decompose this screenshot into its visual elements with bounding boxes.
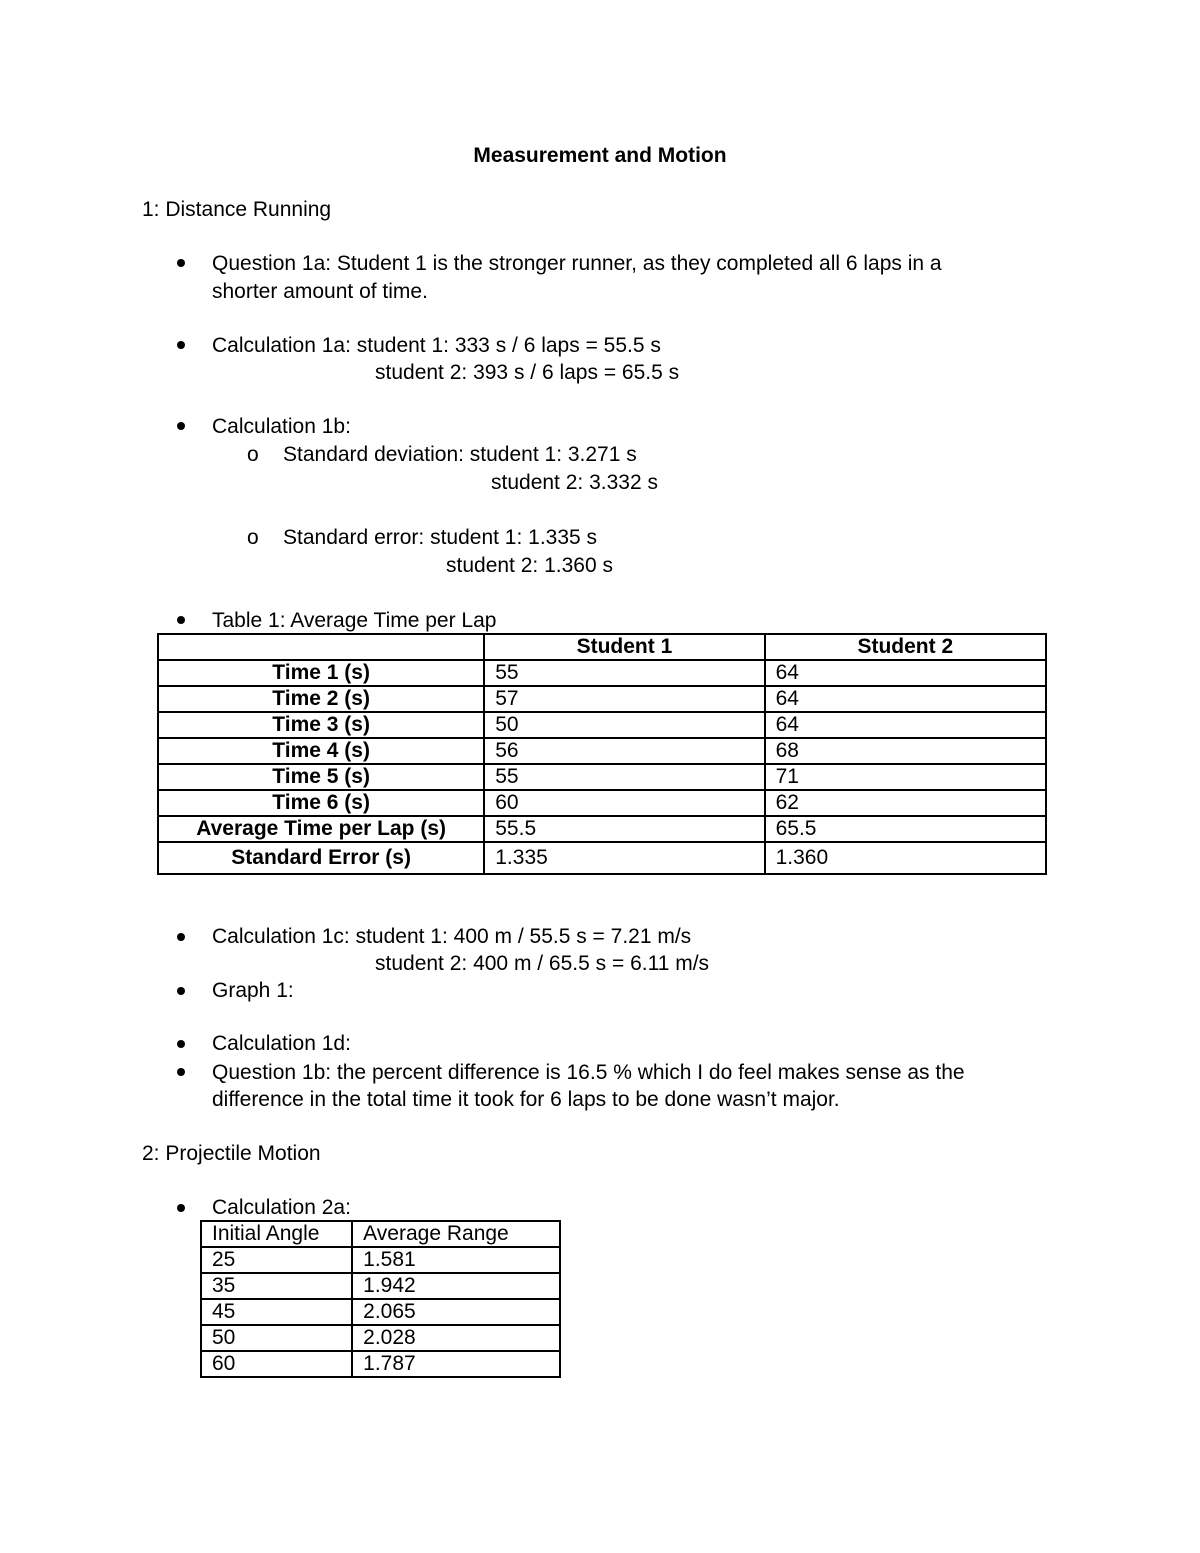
table-row	[158, 764, 1046, 790]
table-row	[158, 712, 1046, 738]
calculation-1a-line-2: student 2: 393 s / 6 laps = 65.5 s	[375, 361, 680, 384]
sub-bullet-icon: o	[247, 443, 259, 466]
row-label: Time 5 (s)	[158, 764, 484, 790]
table-cell: 2.065	[352, 1299, 560, 1325]
row-label: Time 2 (s)	[158, 686, 484, 712]
table-cell: 45	[201, 1299, 352, 1325]
table-header-cell: Student 1	[484, 634, 764, 660]
table-cell: 64	[765, 712, 1046, 738]
table-cell: 56	[484, 738, 764, 764]
calculation-2a-label: Calculation 2a:	[212, 1196, 351, 1219]
table-cell: 35	[201, 1273, 352, 1299]
bullet-icon	[177, 987, 185, 995]
row-label: Average Time per Lap (s)	[158, 816, 484, 842]
row-label: Time 3 (s)	[158, 712, 484, 738]
standard-error-line-1: Standard error: student 1: 1.335 s	[283, 526, 598, 549]
table-row	[201, 1247, 560, 1273]
calculation-1c-line-2: student 2: 400 m / 65.5 s = 6.11 m/s	[375, 952, 710, 975]
row-label: Standard Error (s)	[158, 842, 484, 874]
table-cell: 57	[484, 686, 764, 712]
table-cell: 1.360	[765, 842, 1046, 874]
table-cell: 25	[201, 1247, 352, 1273]
section-heading-projectile-motion: 2: Projectile Motion	[142, 1142, 321, 1165]
table-row	[158, 816, 1046, 842]
table-cell: 55	[484, 764, 764, 790]
page-title: Measurement and Motion	[473, 144, 727, 167]
table-cell: 50	[201, 1325, 352, 1351]
table-cell: 62	[765, 790, 1046, 816]
table-row	[158, 738, 1046, 764]
table-cell: 1.581	[352, 1247, 560, 1273]
table-row	[201, 1325, 560, 1351]
table-cell: 60	[484, 790, 764, 816]
standard-error-line-2: student 2: 1.360 s	[446, 554, 613, 577]
table-header-cell	[158, 634, 484, 660]
table-average-time-per-lap	[157, 633, 1047, 875]
calculation-1d-label: Calculation 1d:	[212, 1032, 351, 1055]
table-header-row	[201, 1221, 560, 1247]
table-1-caption: Table 1: Average Time per Lap	[212, 609, 497, 632]
table-cell: 55	[484, 660, 764, 686]
sub-bullet-icon: o	[247, 526, 259, 549]
table-average-range	[200, 1220, 561, 1378]
question-1a-line-1: Question 1a: Student 1 is the stronger runner, as they completed all 6 laps in a	[212, 252, 942, 275]
table-row	[158, 660, 1046, 686]
question-1b-line-2: difference in the total time it took for 6 laps to be done wasn’t major.	[212, 1088, 840, 1111]
calculation-1a-line-1: Calculation 1a: student 1: 333 s / 6 laps = 55.5 s	[212, 334, 661, 357]
table-row	[158, 686, 1046, 712]
question-1b-line-1: Question 1b: the percent difference is 16.5 % which I do feel makes sense as the	[212, 1061, 965, 1084]
table-cell: 55.5	[484, 816, 764, 842]
row-label: Time 4 (s)	[158, 738, 484, 764]
table-cell: 65.5	[765, 816, 1046, 842]
calculation-1b-label: Calculation 1b:	[212, 415, 351, 438]
table-cell: 60	[201, 1351, 352, 1377]
bullet-icon	[177, 933, 185, 941]
table-cell: 1.942	[352, 1273, 560, 1299]
table-row	[201, 1299, 560, 1325]
table-cell: 68	[765, 738, 1046, 764]
bullet-icon	[177, 422, 185, 430]
calculation-1c-line-1: Calculation 1c: student 1: 400 m / 55.5 s = 7.21 m/s	[212, 925, 692, 948]
bullet-icon	[177, 1068, 185, 1076]
bullet-icon	[177, 341, 185, 349]
table-row	[158, 790, 1046, 816]
table-row	[201, 1273, 560, 1299]
table-cell: 64	[765, 660, 1046, 686]
table-cell: 64	[765, 686, 1046, 712]
table-header-cell: Student 2	[765, 634, 1046, 660]
row-label: Time 1 (s)	[158, 660, 484, 686]
table-cell: 1.335	[484, 842, 764, 874]
table-header-cell: Average Range	[352, 1221, 560, 1247]
row-label: Time 6 (s)	[158, 790, 484, 816]
bullet-icon	[177, 1204, 185, 1212]
bullet-icon	[177, 616, 185, 624]
standard-deviation-line-2: student 2: 3.332 s	[491, 471, 658, 494]
table-row	[158, 842, 1046, 874]
table-cell: 1.787	[352, 1351, 560, 1377]
question-1a-line-2: shorter amount of time.	[212, 280, 428, 303]
standard-deviation-line-1: Standard deviation: student 1: 3.271 s	[283, 443, 637, 466]
table-header-cell: Initial Angle	[201, 1221, 352, 1247]
table-cell: 71	[765, 764, 1046, 790]
section-heading-distance-running: 1: Distance Running	[142, 198, 332, 221]
bullet-icon	[177, 1040, 185, 1048]
graph-1-label: Graph 1:	[212, 979, 294, 1002]
table-header-row	[158, 634, 1046, 660]
table-cell: 50	[484, 712, 764, 738]
table-cell: 2.028	[352, 1325, 560, 1351]
bullet-icon	[177, 259, 185, 267]
table-row	[201, 1351, 560, 1377]
